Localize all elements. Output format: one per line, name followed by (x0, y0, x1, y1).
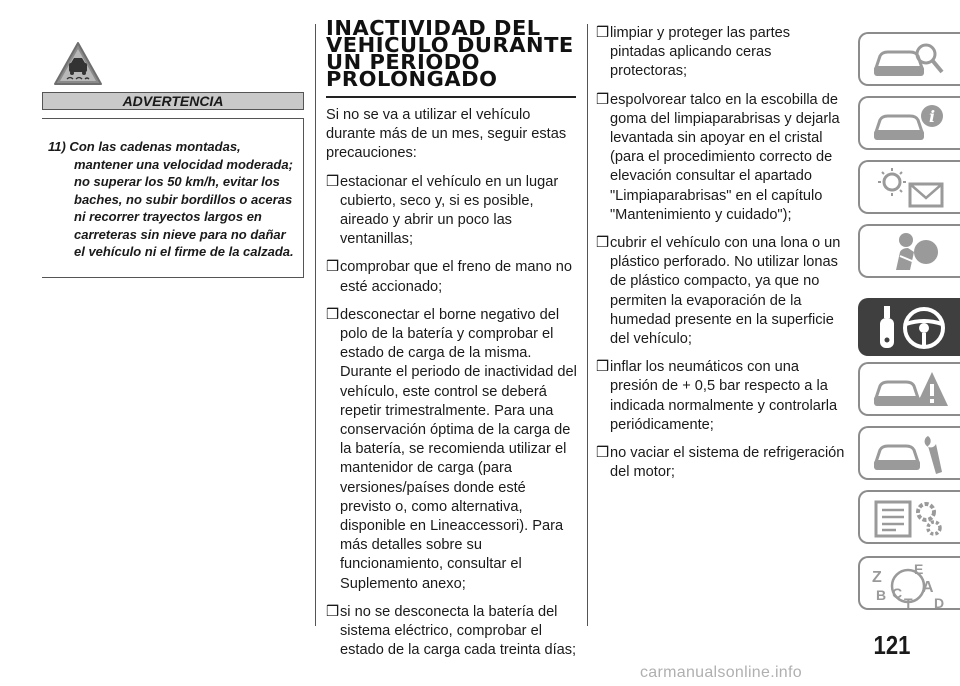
list-item-text: no vaciar el sistema de refrigeración del motor; (610, 445, 845, 481)
chapter-tab-car-info[interactable] (858, 96, 960, 150)
warning-header: ADVERTENCIA (42, 92, 304, 110)
checkbox-bullet-icon: ❒ (596, 91, 610, 108)
intro-paragraph: Si no se va a utilizar el vehículo durante más de un mes, seguir estas precauciones: (326, 107, 567, 162)
chapter-tab-dashboard-lights[interactable] (858, 160, 960, 214)
column-divider (587, 24, 588, 626)
list-item-text: desconectar el borne negativo del polo de la batería y comprobar el estado de carga de la misma. Durante el periodo de inactividad del vehículo, este control se deberá repetir trimestralmente. Para una conservación óptima de la carga de la batería, se recomienda utilizar el mantenidor de carga (para versiones/países donde esté previsto o, como alternativa, disponible en Lineaccessori). Para más detalles sobre su funcionamiento, consultar el Suplemento anexo; (340, 306, 577, 592)
watermark: carmanualsonline.info (640, 664, 802, 681)
list-item (326, 603, 578, 661)
index-letter: T (904, 595, 913, 611)
chapter-tab-maintenance[interactable] (858, 426, 960, 480)
car-search-icon (870, 38, 950, 82)
airbag-icon (870, 230, 950, 274)
text-column-middle (326, 106, 578, 669)
key-steering-wheel-icon (870, 304, 950, 354)
car-wrench-icon (870, 432, 950, 476)
chapter-tab-airbag[interactable] (858, 224, 960, 278)
list-item-text: limpiar y proteger las partes pintadas aplicando ceras protectoras; (610, 25, 791, 80)
checkbox-bullet-icon: ❒ (326, 306, 340, 323)
chapter-tab-alphabetical-index[interactable] (858, 556, 960, 610)
index-letter: B (876, 587, 887, 603)
road-warning-icon (870, 368, 950, 412)
index-letter: A (922, 579, 934, 596)
checkbox-bullet-icon: ❒ (326, 173, 340, 190)
list-item (326, 173, 578, 250)
checkbox-bullet-icon: ❒ (326, 259, 340, 276)
checkbox-bullet-icon: ❒ (596, 25, 610, 41)
page-number: 121 (873, 630, 911, 660)
chapter-tab-starting-driving[interactable] (858, 298, 960, 356)
section-title: INACTIVIDAD DEL VEHÍCULO DURANTE UN PERIODO PROLONGADO (326, 16, 574, 91)
title-underline (326, 96, 576, 98)
car-info-icon (870, 102, 950, 146)
list-item (326, 306, 578, 594)
checkbox-bullet-icon: ❒ (596, 445, 610, 462)
index-letter: C (892, 585, 903, 601)
chapter-tab-specifications[interactable] (858, 490, 960, 544)
list-item (326, 258, 578, 296)
list-item-text: estacionar el vehículo en un lugar cubierto, seco y, si es posible, aireado y abrir un poco las ventanillas; (340, 173, 559, 248)
list-item (596, 91, 848, 225)
list-item (596, 234, 848, 349)
text-column-right (596, 24, 848, 491)
warning-text: 11) Con las cadenas montadas, mantener una velocidad moderada; no superar los 50 km/h, evitar los baches, no subir bordillos o aceras ni recorrer trayectos largos en carreteras sin nieve para no dañar el vehículo ni el firme de la calzada. (48, 139, 294, 259)
alphabetical-index-icon (870, 562, 954, 612)
checkbox-bullet-icon: ❒ (326, 603, 340, 620)
slippery-road-warning-icon (52, 40, 104, 88)
list-item-text: si no se desconecta la batería del sistema eléctrico, comprobar el estado de la carga cada treinta días; (340, 603, 577, 659)
chapter-tab-road-warning[interactable] (858, 362, 960, 416)
index-letter: D (934, 595, 945, 611)
svg-text:i: i (928, 107, 936, 126)
checkbox-bullet-icon: ❒ (596, 359, 610, 376)
checkbox-bullet-icon: ❒ (596, 235, 610, 252)
list-item (596, 24, 848, 82)
index-letter: E (914, 562, 924, 577)
list-item-text: cubrir el vehículo con una lona o un plástico perforado. No utilizar lonas de plástico compacto, ya que no permiten la evaporación de la humedad presente en la superficie del vehículo; (610, 235, 841, 348)
list-item (596, 358, 848, 435)
list-item-text: espolvorear talco en la escobilla de goma del limpiaparabrisas y dejarla levantada sin apoyar en el cristal (para el procedimiento correcto de elevación consultar el apartado "Limpiaparabrisas" en el capítulo "Mantenimiento y cuidado"); (610, 91, 840, 223)
list-item-text: inflar los neumáticos con una presión de + 0,5 bar respecto a la indicada normalmente y controlarla periódicamente; (610, 359, 838, 433)
list-item (596, 444, 848, 482)
specifications-icon (870, 496, 950, 540)
column-divider (315, 24, 316, 626)
list-item-text: comprobar que el freno de mano no esté accionado; (340, 259, 573, 295)
index-letter: Z (872, 569, 882, 586)
chapter-tab-car-search[interactable] (858, 32, 960, 86)
dashboard-lights-icon (870, 166, 950, 210)
